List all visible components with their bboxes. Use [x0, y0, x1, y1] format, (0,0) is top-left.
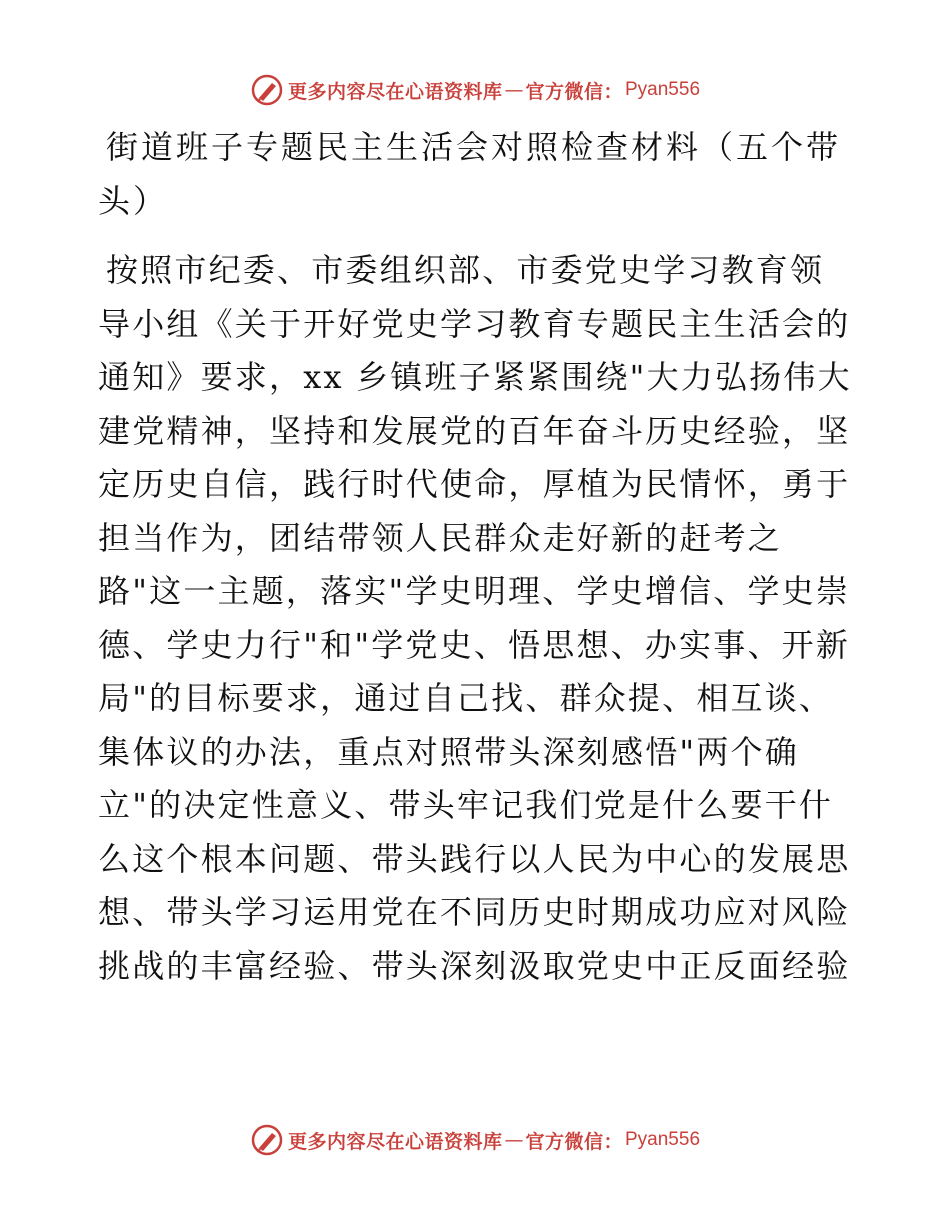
paragraph-line: 路"这一主题，落实"学史明理、学史增信、学史崇 — [98, 572, 851, 610]
paragraph-line: 通知》要求，xx 乡镇班子紧紧围绕"大力弘扬伟大 — [98, 358, 852, 396]
paragraph-line: 集体议的办法，重点对照带头深刻感悟"两个确 — [98, 732, 799, 771]
watermark-separator: — — [504, 79, 524, 101]
paragraph-line: 么这个根本问题、带头践行以人民为中心的发展思 — [98, 839, 851, 878]
paragraph-line: 定历史自信，践行时代使命，厚植为民情怀，勇于 — [98, 465, 851, 503]
paragraph-line: 立"的决定性意义、带头牢记我们党是什么要干什 — [98, 786, 834, 824]
watermark-wechat-id: Pyan556 — [625, 79, 701, 100]
paragraph-line: 挑战的丰富经验、带头深刻汲取党史中正反面经验 — [98, 946, 851, 985]
watermark-suffix: 官方微信： — [525, 1130, 623, 1153]
paragraph-line: 想、带头学习运用党在不同历史时期成功应对风险 — [98, 893, 851, 931]
paragraph-line: 局"的目标要求，通过自己找、群众提、相互谈、 — [98, 679, 834, 717]
title-line: 头） — [98, 182, 169, 220]
paragraph-line: 按照市纪委、市委组织部、市委党史学习教育领 — [106, 251, 825, 289]
paragraph-line: 建党精神，坚持和发展党的百年奋斗历史经验，坚 — [98, 411, 851, 450]
document-title — [98, 120, 853, 228]
watermark-text: 更多内容尽在心语资料库 — [287, 1130, 503, 1153]
header-watermark — [0, 70, 950, 110]
watermark-text: 更多内容尽在心语资料库 — [287, 80, 503, 103]
pen-logo-icon — [250, 1123, 284, 1157]
watermark-separator: — — [504, 1129, 524, 1151]
title-line: 街道班子专题民主生活会对照检查材料（五个带 — [106, 128, 842, 166]
paragraph-line: 德、学史力行"和"学党史、悟思想、办实事、开新 — [98, 625, 851, 664]
paragraph-line: 担当作为，团结带领人民群众走好新的赶考之 — [98, 518, 783, 557]
watermark-suffix: 官方微信： — [525, 80, 623, 103]
watermark-wechat-id: Pyan556 — [625, 1129, 701, 1150]
footer-watermark — [0, 1120, 950, 1160]
pen-logo-icon — [250, 73, 284, 107]
body-paragraph — [98, 244, 853, 993]
document-body — [98, 120, 853, 993]
paragraph-line: 导小组《关于开好党史学习教育专题民主生活会的 — [98, 304, 851, 343]
